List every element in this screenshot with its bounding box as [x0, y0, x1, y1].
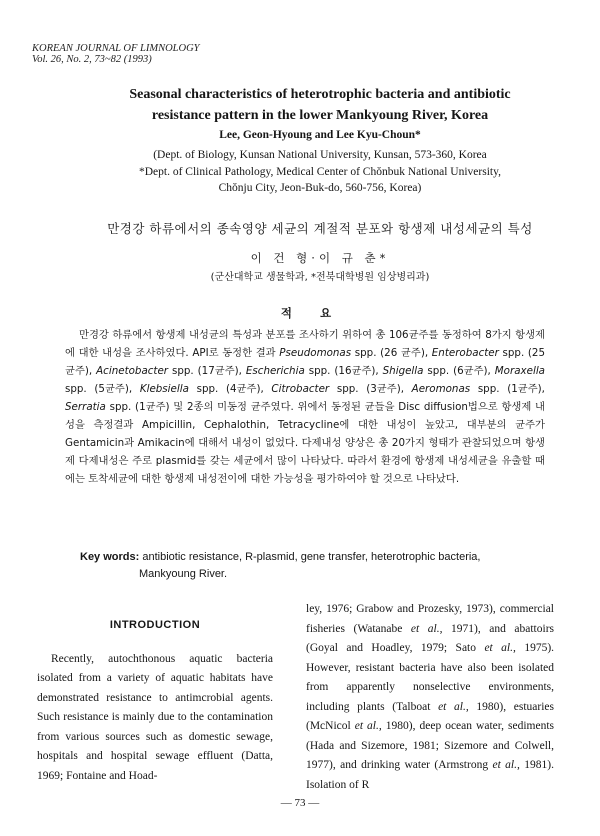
genus-name: Moraxella [494, 365, 545, 377]
affiliation-line-3: Chŏnju City, Jeon-Buk-do, 560-756, Korea) [218, 182, 422, 194]
genus-name: Enterobacter [431, 347, 499, 359]
keywords-text-1: antibiotic resistance, R-plasmid, gene transfer, heterotrophic bacteria, [142, 551, 481, 563]
left-column [37, 600, 273, 786]
abstract-body: 만경강 하류에서 항생제 내성균의 특성과 분포를 조사하기 위하여 총 106균주를 동정하여 8가지 항생제에 대한 내성을 조사하였다. API로 동정한 결과 Pseudomonas spp. (26 균주), Enterobacter spp. (25균주), Acinetobacter spp. (17균주), Escherichia spp. (16균주), Shigella spp. (6균주), Moraxella spp. (5균주), Klebsiella spp. (4균주), Citrobacter spp. (3균주), Aeromonas spp. (1균주), Serratia spp. (1균주) 및 2종의 미동정 균주였다. 위에서 동정된 균들을 Disc diffusion법으로 항생제 내성을 측정결과 Ampicillin, Cephalothin, Tetracycline에 대한 내성이 높았고, 대부분의 균주가 Gentamicin과 Amikacin에 대해서 내성이 없었다. 다제내성 양상은 총 20가지 형태가 관찰되었으며 항생제 다제내성은 주로 plasmid를 갖는 세균에서 많이 나타났다. 따라서 환경에 항생제 내성세균을 유출할 때에는 토착세균에 대한 항생제 내성전이에 대한 가능성을 평가하여야 할 것으로 나타났다. [65, 329, 546, 485]
genus-name: Citrobacter [271, 383, 330, 395]
intro-paragraph-continued: ley, 1976; Grabow and Prozesky, 1973), commercial fisheries (Watanabe et al., 1971), and abattoirs (Goyal and Hoadley, 1979; Sato et al., 1975). However, resistant bacteria have also been isolated from apparently nonselective environments, including plants (Talboat et al., 1980), estuaries (McNicol et al., 1980), deep ocean water, sediments (Hada and Sizemore, 1981; Sizemore and Colwell, 1977), and drinking water (Armstrong et al., 1981). Isolation of R [306, 603, 555, 791]
genus-name: Acinetobacter [96, 365, 169, 377]
affiliation-line-1: (Dept. of Biology, Kunsan National University, Kunsan, 573-360, Korea [153, 149, 487, 161]
section-heading-introduction: INTRODUCTION [109, 619, 201, 631]
genus-name: Pseudomonas [279, 347, 352, 359]
intro-paragraph: Recently, autochthonous aquatic bacteria isolated from a variety of aquatic habitats have demonstrated resistance to antimcrobial agents. Such resistance is mainly due to the contamination from various sources such as domestic sewage, hospitals and hospital sewage effluent (Datta, 1969; Fontaine and Hoad- [37, 652, 273, 782]
keywords-label: Key words: [80, 551, 140, 563]
affiliations [40, 147, 600, 197]
genus-name: Serratia [65, 401, 106, 413]
journal-header [32, 43, 200, 65]
right-column [306, 600, 554, 795]
author-list: Lee, Geon-Hyoung and Lee Kyu-Choun* [219, 129, 421, 141]
genus-name: Klebsiella [139, 383, 189, 395]
affiliation-line-2: *Dept. of Clinical Pathology, Medical Center of Chŏnbuk National University, [139, 165, 501, 178]
abstract-heading: 적요 [280, 306, 360, 320]
keywords-text-2: Mankyoung River. [139, 568, 228, 580]
paper-title [40, 84, 600, 126]
title-line-2: resistance pattern in the lower Mankyoung River, Korea [151, 108, 489, 123]
korean-affiliation: (군산대학교 생물학과, *전북대학병원 임상병리과) [210, 272, 430, 283]
page-number: — 73 — [280, 797, 320, 809]
keywords [80, 549, 550, 583]
genus-name: Aeromonas [411, 383, 471, 395]
journal-name: KOREAN JOURNAL OF LIMNOLOGY [32, 43, 200, 54]
title-line-1: Seasonal characteristics of heterotrophic bacteria and antibiotic [129, 87, 511, 102]
journal-volume: Vol. 26, No. 2, 73~82 (1993) [32, 54, 152, 65]
korean-authors: 이 건 형·이 규 춘* [250, 251, 390, 265]
genus-name: Shigella [382, 365, 424, 377]
genus-name: Escherichia [245, 365, 305, 377]
korean-title: 만경강 하류에서의 종속영양 세균의 계절적 분포와 항생제 내성세균의 특성 [107, 221, 533, 236]
